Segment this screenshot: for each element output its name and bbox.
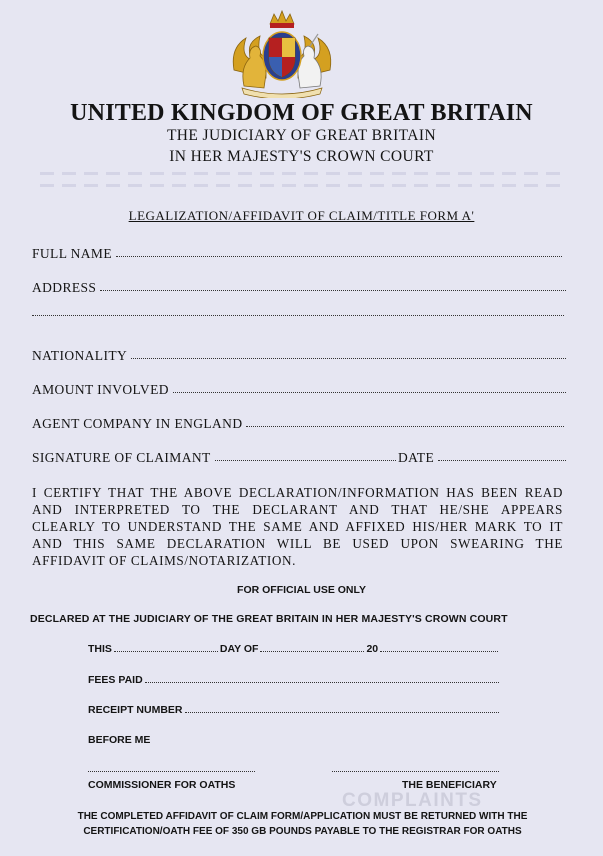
date-line[interactable] <box>438 459 566 461</box>
nationality-line[interactable] <box>131 357 566 359</box>
nationality-field[interactable] <box>32 348 566 364</box>
before-me-label: BEFORE ME <box>88 734 151 746</box>
receipt-number-line[interactable] <box>185 711 499 713</box>
footer-notice <box>30 809 575 839</box>
address-field[interactable] <box>32 280 566 296</box>
amount-label: AMOUNT INVOLVED <box>32 382 169 397</box>
commissioner-label: COMMISSIONER FOR OATHS <box>88 779 236 791</box>
receipt-number-row <box>88 704 499 716</box>
agent-line[interactable] <box>246 425 564 427</box>
agent-field[interactable] <box>32 416 564 432</box>
commissioner-signature-line[interactable] <box>88 770 255 772</box>
full-name-label: FULL NAME <box>32 246 112 261</box>
form-title: LEGALIZATION/AFFIDAVIT OF CLAIM/TITLE FORM A' <box>128 208 475 223</box>
this-day-line[interactable] <box>114 650 218 652</box>
day-of-label: DAY OF <box>219 643 259 655</box>
court-subtitle: IN HER MAJESTY'S CROWN COURT <box>169 148 434 165</box>
official-use-heading: FOR OFFICIAL USE ONLY <box>237 584 366 596</box>
nationality-label: NATIONALITY <box>32 348 128 363</box>
amount-line[interactable] <box>173 391 566 393</box>
fees-paid-row <box>88 674 499 686</box>
agent-label: AGENT COMPANY IN ENGLAND <box>32 416 243 431</box>
beneficiary-signature-line[interactable] <box>332 770 499 772</box>
country-title: UNITED KINGDOM OF GREAT BRITAIN <box>70 100 533 126</box>
faint-divider <box>40 184 560 187</box>
address-line[interactable] <box>100 289 566 291</box>
footer-line-2: CERTIFICATION/OATH FEE OF 350 GB POUNDS PAYABLE TO THE REGISTRAR FOR OATHS <box>83 826 522 837</box>
date-label: DATE <box>398 450 435 465</box>
address-label: ADDRESS <box>32 280 97 295</box>
date-field[interactable] <box>398 450 566 466</box>
month-line[interactable] <box>260 650 364 652</box>
beneficiary-label: THE BENEFICIARY <box>402 779 497 791</box>
address-line-2[interactable] <box>32 314 564 316</box>
judiciary-subtitle: THE JUDICIARY OF GREAT BRITAIN <box>166 127 437 144</box>
address-continuation-field[interactable] <box>32 314 564 321</box>
date-of-declaration-row <box>88 643 498 655</box>
footer-line-1: THE COMPLETED AFFIDAVIT OF CLAIM FORM/APPLICATION MUST BE RETURNED WITH THE <box>77 811 528 822</box>
full-name-line[interactable] <box>116 255 562 257</box>
fees-paid-line[interactable] <box>145 681 499 683</box>
signature-label: SIGNATURE OF CLAIMANT <box>32 450 211 465</box>
fees-paid-label: FEES PAID <box>88 674 143 686</box>
amount-field[interactable] <box>32 382 566 398</box>
watermark: COMPLAINTS <box>342 790 483 811</box>
signature-line[interactable] <box>215 459 396 461</box>
signature-field[interactable] <box>32 450 396 466</box>
faint-divider <box>40 172 560 175</box>
year-prefix: 20 <box>366 643 379 655</box>
royal-coat-of-arms-icon <box>226 8 338 98</box>
certification-paragraph: I CERTIFY THAT THE ABOVE DECLARATION/INFORMATION HAS BEEN READ AND INTERPRETED TO THE DECLARANT AND THAT HE/SHE APPEARS CLEARLY TO UNDERSTAND THE SAME AND AFFIXED HIS/HER MARK TO IT AND THIS SAME DECLARATION WILL BE USED UPON SWEARING THE AFFIDAVIT OF CLAIMS/NOTARIZATION. <box>32 485 563 568</box>
this-label: THIS <box>88 643 112 655</box>
declared-statement: DECLARED AT THE JUDICIARY OF THE GREAT BRITAIN IN HER MAJESTY'S CROWN COURT <box>30 613 508 625</box>
year-line[interactable] <box>380 650 498 652</box>
full-name-field[interactable] <box>32 246 562 262</box>
receipt-number-label: RECEIPT NUMBER <box>88 704 183 716</box>
